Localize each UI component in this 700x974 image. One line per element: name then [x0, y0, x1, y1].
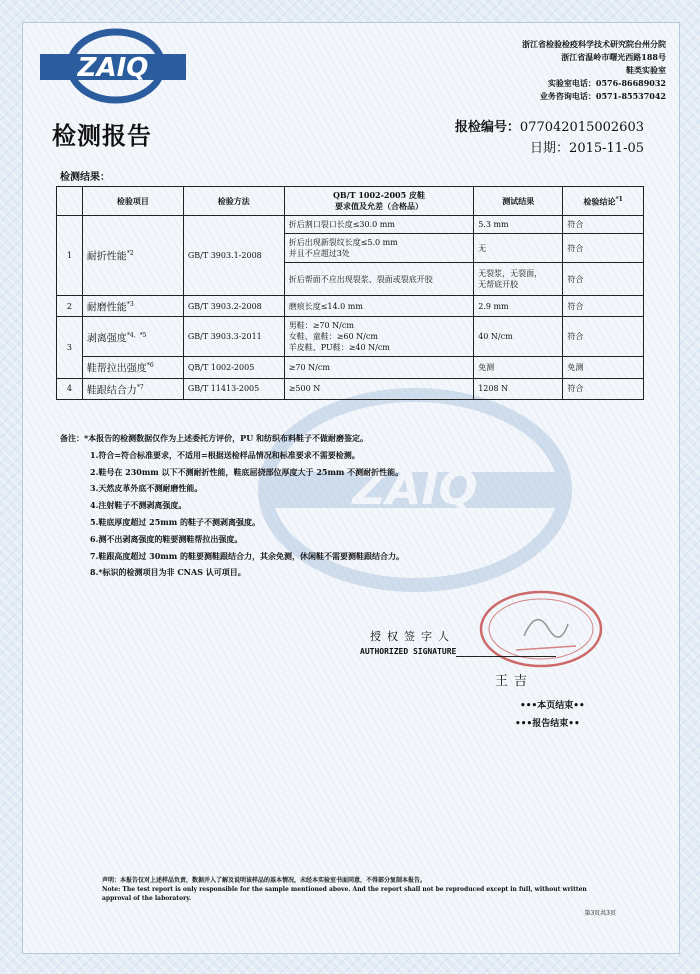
row1-sub3-result-b: 无帮底开胶	[478, 280, 519, 289]
row1-sub1-conclusion: 符合	[563, 216, 644, 234]
row2-no: 2	[57, 296, 83, 317]
row3-item-a-sup: *4、*5	[126, 331, 147, 339]
row3-item-b-sup: *6	[146, 362, 154, 370]
footer-statement	[102, 876, 602, 903]
row4-item-text: 鞋跟结合力	[86, 384, 137, 396]
note-0	[60, 430, 630, 447]
report-date-value: 2015-11-05	[569, 141, 644, 156]
row2-conclusion: 符合	[563, 296, 644, 317]
row4-item-sup: *7	[136, 383, 144, 391]
row2-req: 磨痕长度≤14.0 mm	[284, 296, 473, 317]
header-req-line1: QB/T 1002-2005 皮鞋	[332, 190, 425, 200]
report-end-mark: •••报告结束••	[515, 719, 580, 729]
svg-text:ZAIQ: ZAIQ	[352, 461, 478, 515]
zaiq-logo-icon	[38, 26, 188, 112]
row3-item-b-text: 鞋帮拉出强度	[86, 363, 147, 375]
row3-item-b	[82, 357, 183, 378]
row3-method-b: QB/T 1002-2005	[183, 357, 284, 378]
row2-item	[82, 296, 183, 317]
header-method: 检验方法	[183, 187, 284, 216]
row1-no: 1	[57, 216, 83, 296]
report-number	[455, 116, 644, 135]
page-title: 检测报告	[52, 121, 152, 150]
row1-sub2-conclusion: 符合	[563, 234, 644, 263]
row3-item-a-text: 剥离强度	[86, 332, 127, 344]
table-row	[57, 317, 644, 357]
table-row	[57, 296, 644, 317]
note-1: 1.符合=符合标准要求，不适用=根据送检样品情况和标准要求不需要检测。	[90, 449, 360, 460]
table-header-row	[57, 187, 644, 216]
row1-sub1-result: 5.3 mm	[474, 216, 563, 234]
row3-conclusion-b: 免测	[563, 357, 644, 378]
svg-text:ZAIQ: ZAIQ	[77, 53, 149, 83]
row4-method: GB/T 11413-2005	[183, 378, 284, 399]
footer-en: Note: The test report is only responsible for the sample mentioned above. And the report shall not be reproduced except in full, without written approval of the laboratory.	[102, 886, 587, 902]
row1-sub1-req: 折后割口裂口长度≤30.0 mm	[284, 216, 473, 234]
row1-method: GB/T 3903.1-2008	[183, 216, 284, 296]
notes-label: 备注：	[60, 433, 84, 443]
organization-info	[522, 38, 666, 103]
note-3: 3.天然皮革外底不测耐磨性能。	[90, 483, 203, 494]
report-date-label: 日期：	[530, 141, 570, 156]
org-lab: 鞋类实验室	[626, 65, 666, 75]
row4-conclusion: 符合	[563, 378, 644, 399]
table-row	[57, 378, 644, 399]
row3-method-a: GB/T 3903.3-2011	[183, 317, 284, 357]
results-table	[56, 186, 644, 400]
note-2: 2.鞋号在 230mm 以下不测耐折性能，鞋底屈挠部位厚度大于 25mm 不测耐折性能。	[90, 466, 404, 477]
note-7: 7.鞋跟高度超过 30mm 的鞋要测鞋跟结合力，其余免测，休闲鞋不需要测鞋跟结合力。	[90, 550, 404, 561]
org-business-phone: 业务咨询电话：0571-85537042	[539, 91, 666, 101]
row4-result: 1208 N	[474, 378, 563, 399]
header-conclusion	[563, 187, 644, 216]
row2-result: 2.9 mm	[474, 296, 563, 317]
signature-label-cn: 授权签字人	[370, 630, 455, 643]
note-8: 8.*标识的检测项目为非 CNAS 认可项目。	[90, 567, 246, 578]
org-name: 浙江省检验检疫科学技术研究院台州分院	[522, 39, 666, 49]
row4-item	[82, 378, 183, 399]
header-requirement	[284, 187, 473, 216]
row4-no: 4	[57, 378, 83, 399]
row1-sub2-req	[284, 234, 473, 263]
row1-sub2-req-b: 并且不应超过3处	[288, 249, 350, 258]
row3-result-a: 40 N/cm	[474, 317, 563, 357]
signature-area	[360, 628, 556, 657]
row1-item-sup: *2	[126, 250, 134, 258]
row3-req-a2: 女鞋、童鞋：≥60 N/cm	[288, 332, 378, 342]
row1-sub2-req-a: 折后出现新裂纹长度≤5.0 mm	[288, 238, 398, 247]
note-4: 4.注射鞋子不测剥离强度。	[90, 500, 187, 511]
footer-cn: 声明：本报告仅对上述样品负责，数据并入了解及说明该样品的基本情况，未经本实验室书面同意，不得部分复制本报告。	[102, 877, 427, 884]
row1-sub3-req: 折后帮面不应出现裂浆、裂面或裂底开胶	[284, 263, 473, 296]
signature-label-en: AUTHORIZED SIGNATURE	[360, 647, 457, 656]
row3-no: 3	[57, 317, 83, 378]
note-6: 6.测不出剥离强度的鞋要测鞋帮拉出强度。	[90, 533, 243, 544]
org-address: 浙江省温岭市曙光西路188号	[561, 52, 666, 62]
report-date	[530, 137, 644, 156]
row1-item-text: 耐折性能	[86, 251, 127, 263]
row1-sub3-result	[474, 263, 563, 296]
row2-item-text: 耐磨性能	[86, 302, 127, 314]
row1-sub3-result-a: 无裂浆，无裂面，	[478, 269, 543, 278]
note-0-text: *本报告的检测数据仅作为上述委托方评价，PU 和纺织布料鞋子不做耐磨鉴定。	[84, 433, 368, 443]
org-lab-phone: 实验室电话：0576-86689032	[547, 78, 666, 88]
header-req-line2: 要求值及允差（合格品）	[334, 201, 423, 211]
header-item: 检验项目	[82, 187, 183, 216]
report-number-label: 报检编号：	[454, 120, 520, 135]
row3-req-a	[284, 317, 473, 357]
row1-sub3-conclusion: 符合	[563, 263, 644, 296]
row2-method: GB/T 3903.2-2008	[183, 296, 284, 317]
header-result: 测试结果	[474, 187, 563, 216]
report-number-value: 077042015002603	[519, 120, 644, 135]
header-conclusion-text: 检验结论	[583, 196, 616, 207]
note-5: 5.鞋底厚度超过 25mm 的鞋子不测剥离强度。	[90, 516, 260, 527]
notes	[60, 430, 630, 581]
page-end-mark: •••本页结束••	[520, 701, 585, 711]
row2-item-sup: *3	[126, 301, 134, 308]
row4-req: ≥500 N	[284, 378, 473, 399]
header-conclusion-sup: *1	[615, 196, 623, 204]
row3-conclusion-a: 符合	[563, 317, 644, 357]
header-no	[57, 187, 83, 216]
table-row	[57, 216, 644, 234]
row3-result-b: 免测	[474, 357, 563, 378]
signature-line	[456, 656, 556, 657]
signer-name: 王吉	[495, 674, 534, 689]
page-number: 第3页共3页	[584, 910, 616, 917]
row3-req-a1: 男鞋：≥70 N/cm	[288, 321, 354, 331]
row3-req-a3: 羊皮鞋、PU鞋：≥40 N/cm	[288, 343, 390, 353]
row3-req-b: ≥70 N/cm	[284, 357, 473, 378]
signature-label-en-line	[360, 644, 556, 657]
row1-item	[82, 216, 183, 296]
row1-sub2-result: 无	[474, 234, 563, 263]
table-row	[57, 357, 644, 378]
results-label: 检测结果：	[60, 172, 110, 183]
row3-item-a	[82, 317, 183, 357]
